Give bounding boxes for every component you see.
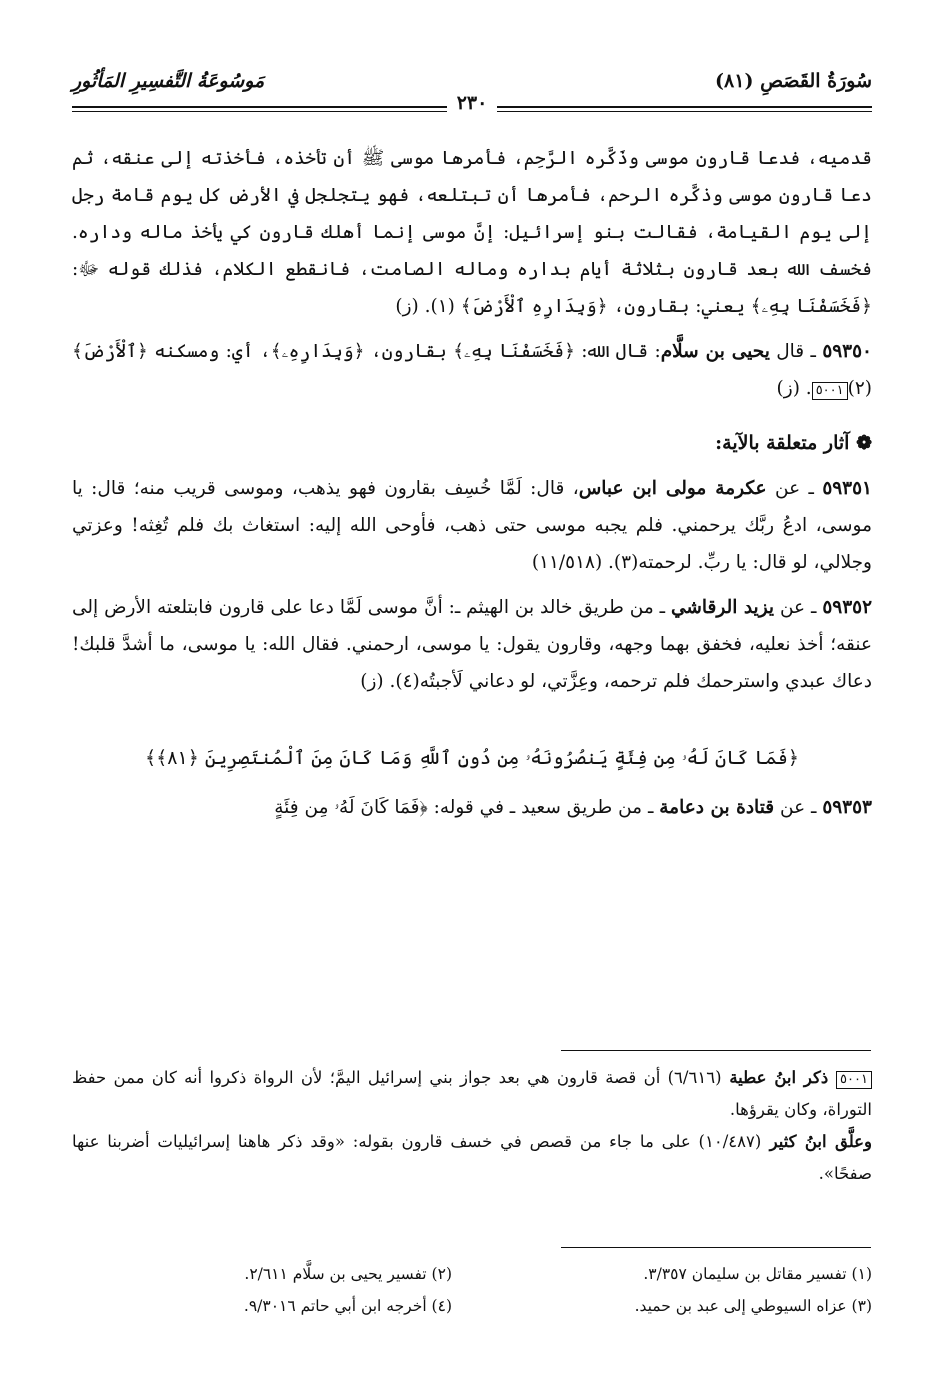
page-number-wrap [72,92,872,114]
notes-divider [561,1050,871,1051]
narration-59352 [72,589,872,700]
narration-59353 [72,789,872,826]
narrator-name: قتادة بن دعامة [659,797,775,818]
footnote-4: (٤) أخرجه ابن أبي حاتم ٩/٣٠١٦. [243,1297,452,1315]
narration-number: ٥٩٣٥٢ [822,597,873,618]
note-text: (١٠/٤٨٧) على ما جاء من قصص في خسف قارون بقوله: «وقد ذكر هاهنا إسرائيليات أضربنا عنها صفحًا». [72,1132,872,1183]
note-author: ذكر ابنُ عطية [721,1068,837,1087]
footnote-row [72,1290,872,1322]
narration-text: ، قال: لَمَّا خُسِف بقارون فهو يذهب، وموسى قريب منه؛ قال: يا موسى، ادعُ ربَّك يرحمني. فلم يجبه موسى حتى ذهب، فأوحى الله إليه: استغاث بك فلم تُغِثه! وعزتي وجلالي، لو قال: يا ربِّ. لرحمته(٣). (١١/٥١٨) [72,478,872,573]
surah-title: سُورَةُ القَصَصِ (٨١) [715,70,872,92]
narration-prefix: ـ عن [766,478,823,499]
note-2 [72,1126,872,1190]
page-number: ٢٣٠ [447,92,498,114]
narration-text: ـ من طريق سعيد ـ في قوله: ﴿فَمَا كَانَ لَهُۥ مِن فِئَةٍ [274,797,660,818]
narration-end: . (ز) [776,378,812,399]
narrator-name: يزيد الرقاشي [670,597,775,618]
footnote-row [72,1258,872,1290]
paragraph-continued: قدميه، فدعا قارون موسى وذَكَّره الرَّحِم، فأمرها موسى ﷺ أن تأخذه، فأخذته إلى عنقه، ثم دعا قارون موسى وذكَّره الرحم، فأمرها أن تبتلعه، فهو يتجلجل في الأرض كل يوم قامة رجل إلى يوم القيامة، فقالت بنو إسرائيل: إنَّ موسى إنما أهلك قارون كي يأخذ ماله وداره. فخسف الله بعد قارون بثلاثة أيام بداره وماله الصامت، فانقطع الكلام، فذلك قوله ﷻ: ﴿فَخَسَفْنَا بِهِۦ﴾ يعني: بقارون، ﴿وَبِدَارِهِ ٱلْأَرْضَ﴾ (١). (ز) [72,148,872,317]
narration-number: ٥٩٣٥٠ [822,341,872,362]
narration-number: ٥٩٣٥١ [822,478,872,499]
main-text [72,140,872,834]
narrator-name: يحيى بن سلَّام [660,341,770,362]
section-heading: ❁ آثار متعلقة بالآية: [715,432,872,454]
narration-59350 [72,333,872,407]
editor-notes [72,1062,872,1190]
narrator-name: عكرمة مولى ابن عباس [578,478,767,499]
note-box: ٥٠٠١ [836,1071,872,1089]
narration-text: : قال الله: ﴿فَخَسَفْنَا بِهِۦ﴾ بقارون، ﴿وَبِدَارِهِۦ﴾، أي: ومسكنه ﴿ٱلْأَرْضَ﴾(٢) [72,341,872,399]
narration-number: ٥٩٣٥٣ [822,797,872,818]
footnote-1: (١) تفسير مقاتل بن سليمان ٣/٣٥٧. [643,1265,872,1283]
footnotes [72,1258,872,1322]
narration-prefix: ـ عن [774,597,823,618]
narration-prefix: ـ قال [769,341,823,362]
narration-text: ـ من طريق خالد بن الهيثم ـ: أنَّ موسى لَمَّا دعا على قارون فابتلعته الأرض إلى عنقه؛ أخذ نعليه، فخفق بهما وجهه، وقارون يقول: يا موسى، ارحمني. فقال الله: يا موسى، ما أشدَّ قلبك! دعاك عبدي واسترحمك فلم ترحمه، وعِزَّتي، لو دعاني لَأجبتُه(٤). (ز) [72,597,872,692]
narration-59351 [72,470,872,581]
quran-verse: ﴿فَمَا كَانَ لَهُۥ مِن فِئَةٍ يَنصُرُونَهُۥ مِن دُونِ ٱللَّهِ وَمَا كَانَ مِنَ ٱلْمُنتَصِرِينَ ﴿٨١﴾﴾ [145,747,799,769]
footnote-2: (٢) تفسير يحيى بن سلَّام ٢/٦١١. [244,1265,452,1283]
footnotes-divider [561,1247,871,1248]
note-ref-box: ٥٠٠١ [812,382,848,400]
note-author: وعلَّق ابنُ كثير [761,1132,872,1151]
page-header [72,62,872,114]
note-1 [72,1062,872,1126]
footnote-3: (٣) عزاه السيوطي إلى عبد بن حميد. [634,1297,872,1315]
narration-prefix: ـ عن [774,797,823,818]
note-text: (٦/٦١٦) أن قصة قارون هي بعد جواز بني إسرائيل اليمَّ؛ لأن الرواة ذكروا أنه كان ممن حفظ التوراة، وكان يقرؤها. [72,1068,872,1119]
book-title: مَوسُوعَةُ التَّفسِيرِ المَأثُورِ [72,70,265,92]
